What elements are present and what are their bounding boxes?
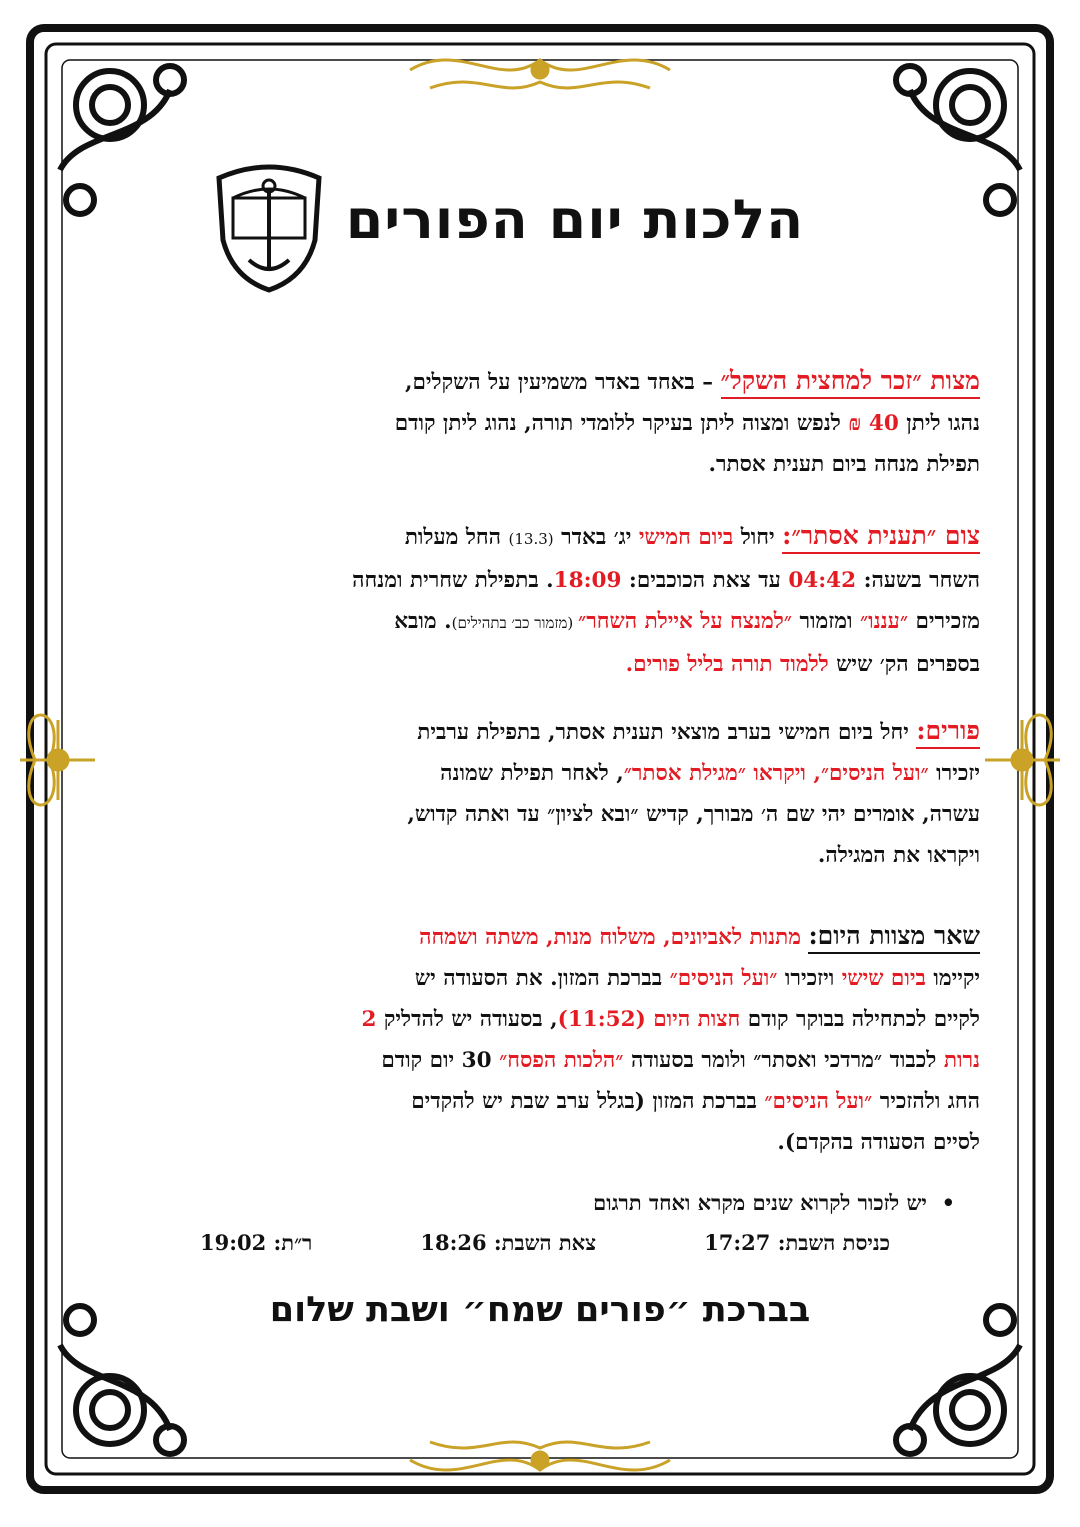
reminder-bullet	[593, 1190, 955, 1216]
text: יג׳ באדר	[553, 525, 639, 550]
religious-council-logo	[205, 150, 333, 300]
text: לנפש ומצוה ליתן בעיקר ללומדי תורה, נהוג ליתן קודם	[394, 411, 849, 436]
bullet-icon: •	[926, 1190, 955, 1215]
section-heading: פורים:	[916, 716, 980, 749]
text: לכבוד ״מרדכי ואסתר״ ולומר בסעודה	[623, 1048, 944, 1073]
fast-start-time: 04:42	[788, 568, 857, 593]
corner-flourish-top-right	[896, 66, 1020, 214]
amount: 40 ₪	[848, 411, 899, 436]
text: בברכת המזון (בגלל ערב שבת יש להקדים	[411, 1089, 765, 1114]
highlight: ״ועל הניסים״	[764, 1089, 873, 1114]
text: ומזמור	[791, 609, 860, 634]
highlight: ״ועל הניסים״	[669, 966, 778, 991]
highlight: ללמוד תורה בליל פורים.	[625, 652, 829, 677]
date-note: (13.3)	[508, 530, 554, 548]
text: עשרה, אומרים יהי שם ה׳ מבורך, קדיש ״ובא לציון״ עד ואתה קדוש,	[407, 802, 980, 827]
text: ויקראו את המגילה.	[817, 843, 980, 868]
text: , בסעודה יש להדליק	[376, 1007, 558, 1032]
text: יחול	[733, 525, 783, 550]
text: , לאחר תפילת שמונה	[440, 761, 624, 786]
text: יזכירו	[928, 761, 980, 786]
highlight: מתנות לאביונים, משלוח מנות, משתה ושמחה	[419, 925, 809, 950]
havdalah-time: צאת השבת: 18:26	[420, 1230, 597, 1255]
text: לקיים לכתחילה בבוקר קודם	[740, 1007, 980, 1032]
gold-ornament-bottom	[410, 1442, 670, 1470]
fast-end-time: 18:09	[553, 568, 622, 593]
text: – באחד באדר משמיעין על השקלים,	[404, 370, 721, 395]
shabbat-times	[200, 1230, 890, 1256]
page-title: הלכות יום הפורים	[345, 188, 805, 251]
text: בספרים הק׳ שיש	[828, 652, 980, 677]
highlight: ביום חמישי	[638, 525, 734, 550]
text: . בתפילת שחרית ומנחה	[352, 568, 554, 593]
text: . מובא	[394, 609, 452, 634]
rabbeinu-tam-time: ר״ת: 19:02	[200, 1230, 313, 1255]
text: בברכת המזון. את הסעודה יש	[414, 966, 670, 991]
corner-flourish-top-left	[60, 66, 184, 214]
text: תפילת מנחה ביום תענית אסתר.	[708, 452, 980, 477]
text: לסיים הסעודה בהקדם).	[777, 1130, 980, 1155]
text: החל מעלות	[404, 525, 509, 550]
section-heading: מצות ״זכר למחצית השקל״	[721, 366, 981, 399]
highlight: נרות	[943, 1048, 980, 1073]
section-day-mitzvot	[150, 915, 980, 1163]
section-heading: שאר מצוות היום:	[808, 921, 980, 954]
text: יקיימו	[925, 966, 980, 991]
text: נהגו ליתן	[898, 411, 980, 436]
text: ויזכירו	[777, 966, 842, 991]
text: עד צאת הכוכבים:	[621, 568, 789, 593]
highlight: ביום שישי	[841, 966, 926, 991]
text: יחל ביום חמישי בערב מוצאי תענית אסתר, בתפילת ערבית	[417, 720, 917, 745]
highlight: ״הלכות הפסח״	[499, 1048, 624, 1073]
highlight: ״למנצח על איילת השחר״	[578, 609, 792, 634]
candle-lighting-time: כניסת השבת: 17:27	[704, 1230, 890, 1255]
highlight: ״עננו״	[860, 609, 908, 634]
section-heading: צום ״תענית אסתר״:	[782, 521, 980, 554]
section-purim	[150, 710, 980, 876]
text: מזכירים	[908, 609, 980, 634]
highlight: חצות היום (11:52)	[557, 1007, 741, 1032]
header	[205, 150, 805, 290]
section-fast-esther	[150, 515, 980, 685]
reminder-text: יש לזכור לקרוא שנים מקרא ואחד תרגום	[593, 1190, 927, 1215]
closing-blessing: בברכת ״פורים שמח״ ושבת שלום	[269, 1290, 811, 1330]
text: החג ולהזכיר	[872, 1089, 980, 1114]
section-half-shekel	[150, 360, 980, 485]
highlight: ״ועל הניסים״, ויקראו ״מגילת אסתר״	[623, 761, 929, 786]
highlight: 2	[361, 1007, 377, 1032]
psalm-note: (מזמור כב׳ בתהילים)	[451, 614, 579, 632]
text: השחר בשעה:	[856, 568, 980, 593]
text: 30 יום קודם	[381, 1048, 500, 1073]
gold-ornament-top	[410, 60, 670, 88]
